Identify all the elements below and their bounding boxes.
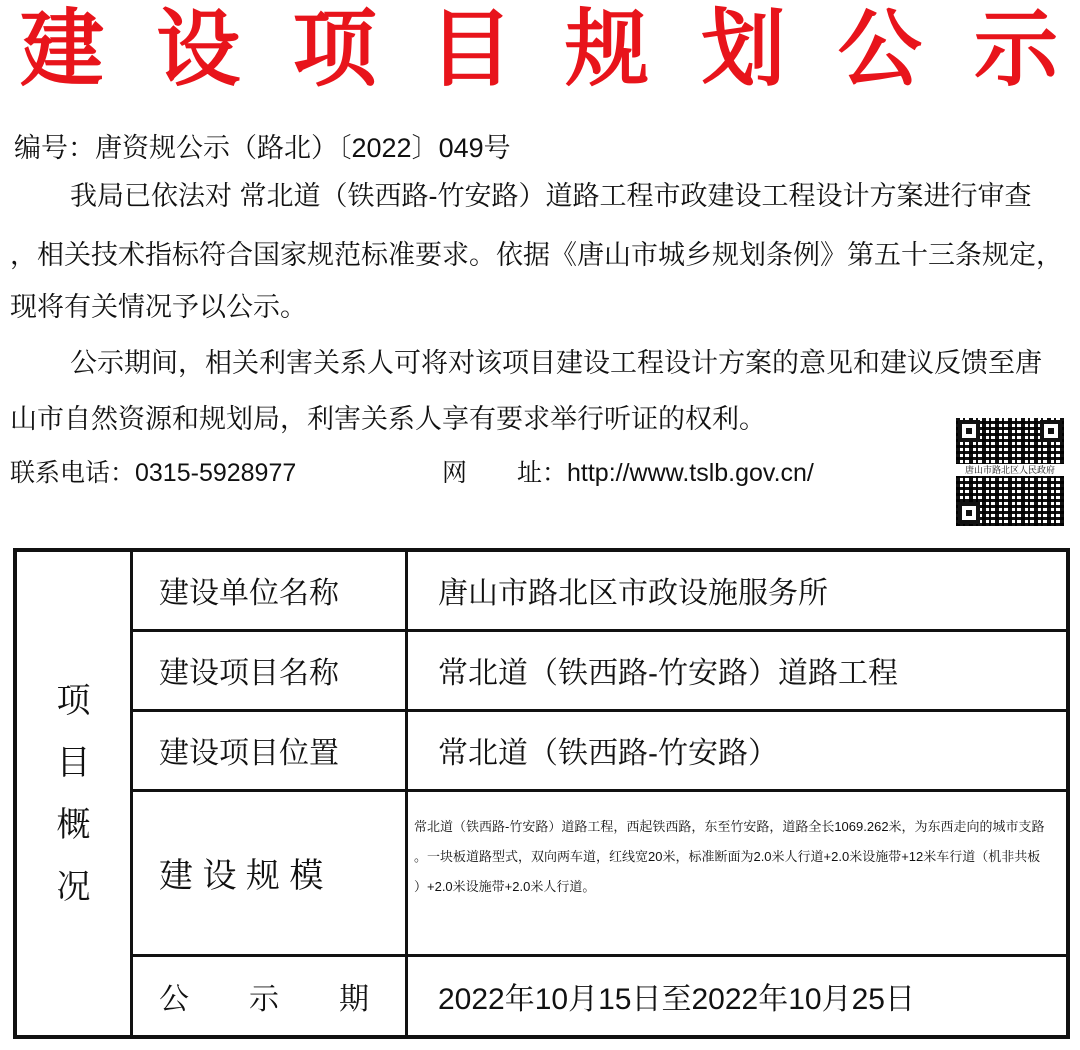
contact-phone: 联系电话：0315-5928977 [10,459,297,487]
row-label: 建 设 规 模 [132,790,407,955]
title-char: 划 [701,2,786,96]
row-label: 建设单位名称 [132,550,407,630]
document-number: 编号：唐资规公示（路北）〔2022〕049号 [14,133,511,163]
row-value: 常北道（铁西路-竹安路） [407,710,1069,790]
row-label: 公 示 期 [132,955,407,1037]
table-row [15,955,1068,1037]
project-overview-table [13,548,1070,1039]
group-label-char: 况 [56,867,91,906]
title-char: 规 [565,2,650,96]
title-char: 建 [20,2,105,96]
project-overview-label [15,550,132,1037]
row-label: 建设项目名称 [132,630,407,710]
table-row [15,630,1068,710]
row-value: 唐山市路北区市政设施服务所 [407,550,1069,630]
title-char: 设 [156,2,241,96]
qr-code [956,418,1064,526]
group-label-char: 目 [56,743,91,782]
paragraph-2-line: 山市自然资源和规划局，利害关系人享有要求举行听证的权利。 [10,404,766,434]
title-char: 项 [292,2,377,96]
group-label-char: 项 [56,681,91,720]
scale-line: ）+2.0米设施带+2.0米人行道。 [414,878,596,894]
paragraph-1-line: 现将有关情况予以公示。 [10,292,307,322]
qr-label: 唐山市路北区人民政府 [956,464,1064,476]
group-label-char: 概 [56,805,91,844]
title-char: 公 [837,2,922,96]
table-row [15,710,1068,790]
row-label: 建设项目位置 [132,710,407,790]
paragraph-1-line: ，相关技术指标符合国家规范标准要求。依据《唐山市城乡规划条例》第五十三条规定， [10,240,1063,270]
title-char: 目 [428,2,513,96]
title-char: 示 [973,2,1058,96]
scale-line: 。一块板道路型式，双向两车道，红线宽20米，标准断面为2.0米人行道+2.0米设施带+12米车行道（机非共板 [414,848,1041,864]
row-value: 常北道（铁西路-竹安路）道路工程 [407,630,1069,710]
table-row [15,550,1068,630]
row-value [407,790,1069,955]
table-row [15,790,1068,955]
paragraph-2-line: 公示期间，相关利害关系人可将对该项目建设工程设计方案的意见和建议反馈至唐 [70,348,1042,378]
notice-title [0,2,1080,97]
paragraph-1-line: 我局已依法对 常北道（铁西路-竹安路）道路工程市政建设工程设计方案进行审查 [70,181,1032,211]
scale-line: 常北道（铁西路-竹安路）道路工程，西起铁西路，东至竹安路，道路全长1069.262米，为东西走向的城市支路 [414,818,1045,834]
row-value: 2022年10月15日至2022年10月25日 [407,955,1069,1037]
contact-website[interactable]: 网 址：http://www.tslb.gov.cn/ [442,459,814,487]
